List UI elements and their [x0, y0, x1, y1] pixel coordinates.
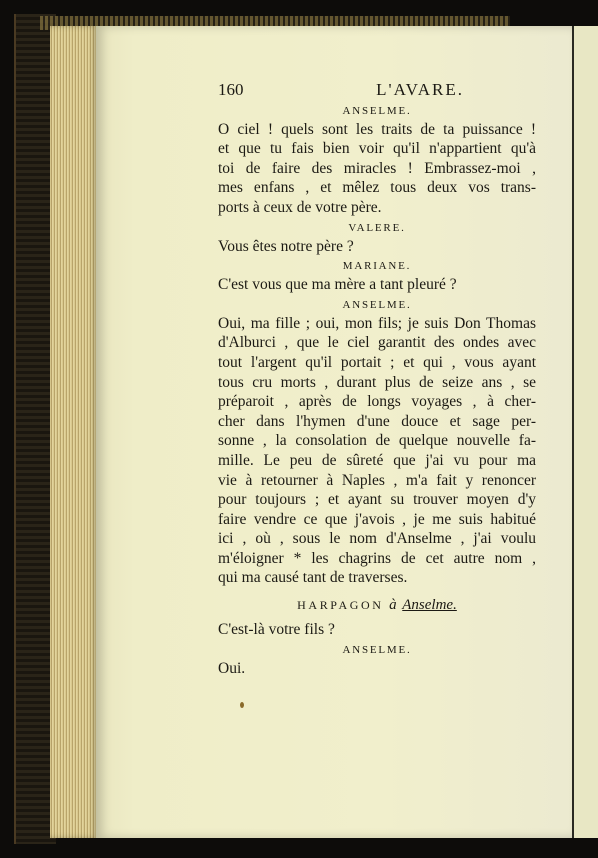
stage-speaker: HARPAGON — [297, 598, 384, 613]
text-line: d'Alburci , que le ciel garantit des ondes avec — [218, 334, 536, 352]
text-line: C'est vous que ma mère a tant pleuré ? — [218, 276, 457, 294]
text-line: qui ma causé tant de traverses. — [218, 569, 408, 587]
page-number: 160 — [218, 80, 244, 99]
speaker-name: MARIANE. — [342, 260, 412, 273]
text-line: ports à ceux de votre père. — [218, 198, 382, 216]
text-line: Oui. — [218, 659, 246, 677]
speech — [218, 659, 536, 679]
text-line: pour toujours ; et ayant su trouver moyen d'y — [218, 491, 536, 509]
speech — [218, 620, 536, 640]
speaker-name: ANSELME. — [342, 643, 412, 656]
running-title: L'AVARE. — [376, 80, 464, 99]
text-line: ici , où , sous le nom d'Anselme , j'ai voulu — [218, 530, 536, 548]
dialogue-block — [218, 102, 536, 588]
speaker-name: VALERE. — [348, 221, 406, 234]
speech — [218, 120, 536, 218]
text-line: sonne , la consolation de quelque nouvelle fa- — [218, 432, 536, 450]
text-line: tous cru morts , durant plus de seize ans , se — [218, 373, 536, 391]
facing-page-edge — [572, 26, 598, 838]
text-line: toi de faire des miracles ! Embrassez-moi , — [218, 159, 536, 177]
dialogue-block-2 — [218, 620, 536, 678]
text-line: et que tu fais bien voir qu'il n'appartient qu'à — [218, 140, 536, 158]
text-line: O ciel ! quels sont les traits de ta puissance ! — [218, 120, 536, 138]
speaker-name: ANSELME. — [342, 104, 412, 117]
text-line: mille. Le peu de sûreté que j'ai vu pour ma — [218, 451, 536, 469]
speech — [218, 314, 536, 588]
text-line: préparoit , après de longs voyages , à cher- — [218, 393, 536, 411]
text-line: Oui, ma fille ; oui, mon fils; je suis Don Thomas — [218, 314, 536, 332]
text-line: vie à retourner à Naples , m'a fait y renoncer — [218, 471, 536, 489]
stage-direction — [218, 596, 536, 614]
text-line: C'est-là votre fils ? — [218, 621, 335, 639]
speech — [218, 275, 536, 295]
stage-addressee: Anselme. — [402, 597, 457, 614]
page-text — [218, 80, 536, 679]
speech — [218, 237, 536, 257]
stage-connector: à — [389, 597, 397, 614]
page-edges — [50, 26, 98, 838]
paper-spot — [240, 702, 244, 708]
page-header — [218, 80, 536, 100]
speaker-name: ANSELME. — [342, 298, 412, 311]
text-line: tout l'argent qu'il portait ; et qui , vous ayant — [218, 353, 536, 371]
text-line: cher dans l'hymen d'une douce et sage per- — [218, 412, 536, 430]
text-line: faire vendre ce que j'avois , je me suis habitué — [218, 510, 536, 528]
text-line: Vous êtes notre père ? — [218, 237, 354, 255]
text-line: m'éloigner * les chagrins de cet autre nom , — [218, 549, 536, 567]
text-line: mes enfans , et mêlez tous deux vos trans- — [218, 179, 536, 197]
